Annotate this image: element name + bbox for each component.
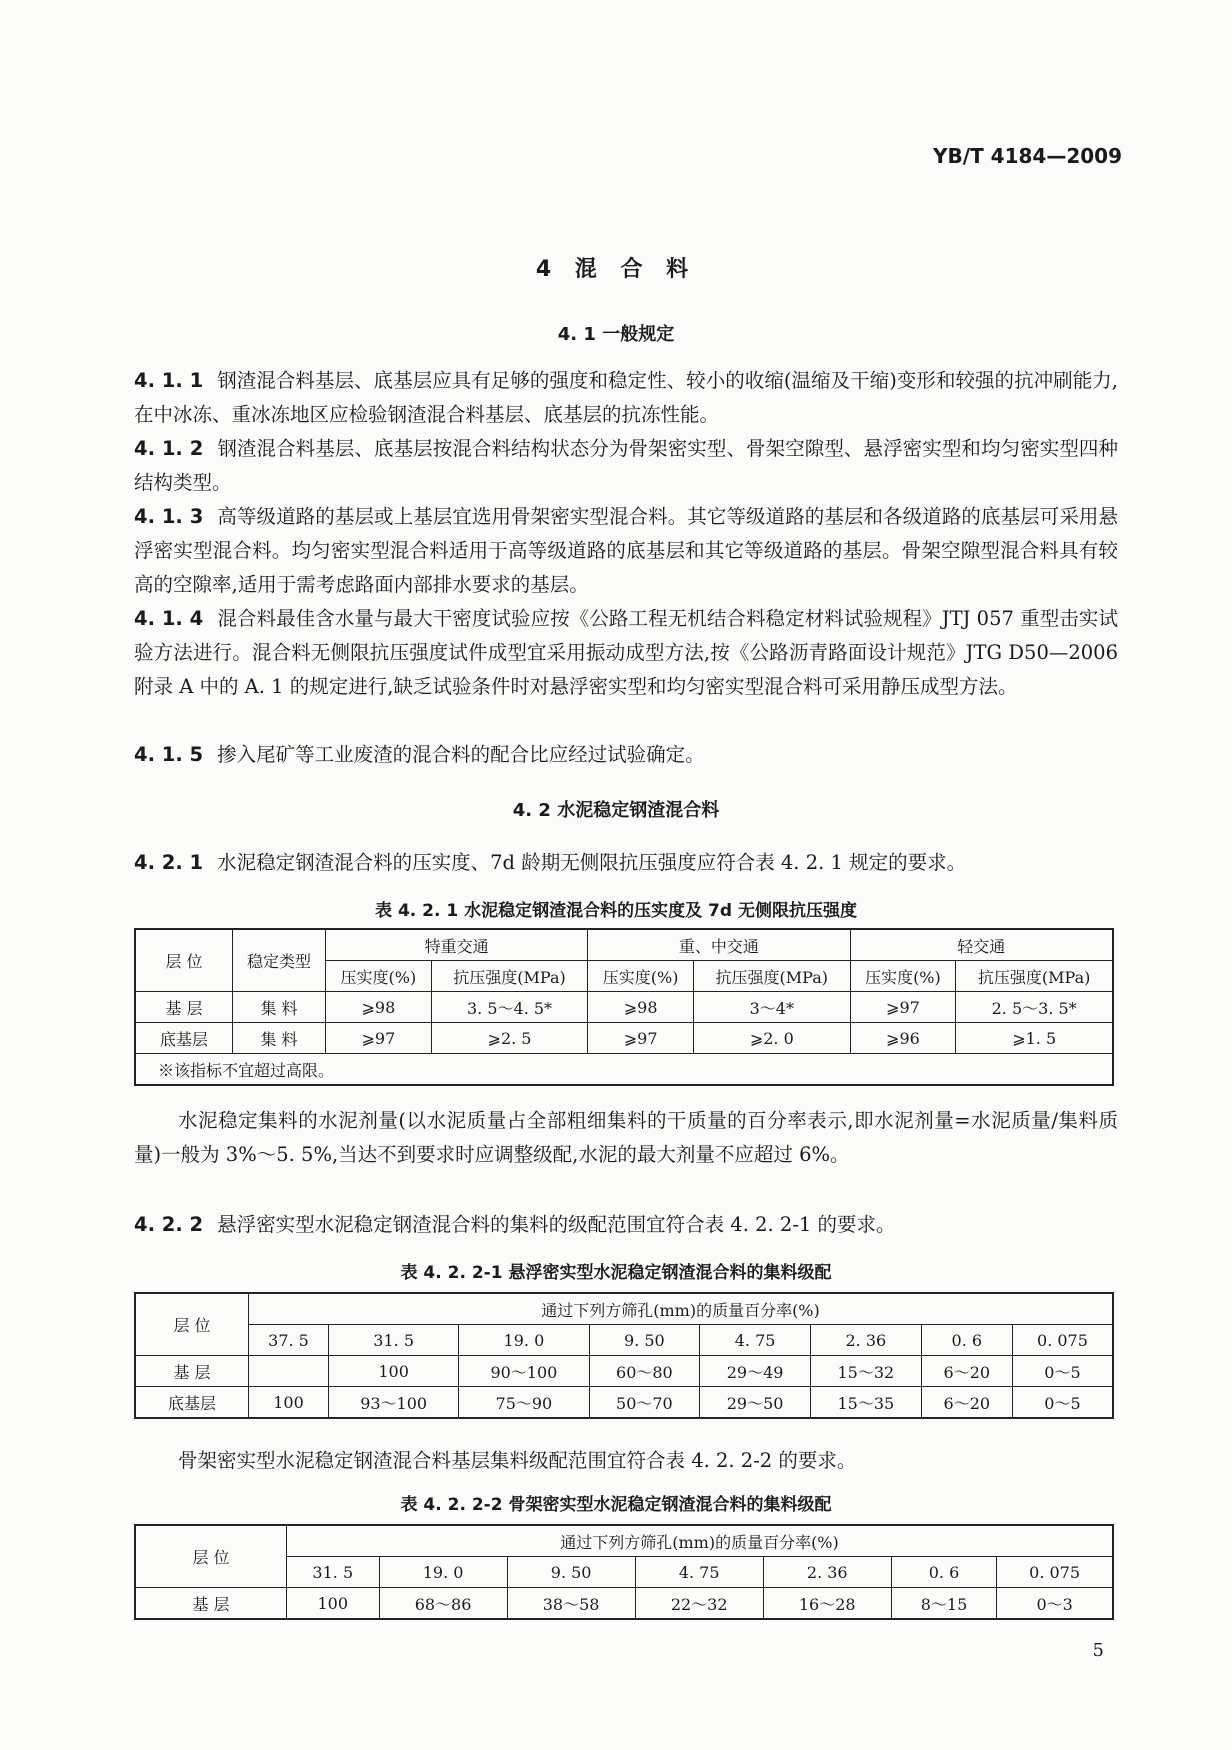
table-row — [135, 1023, 1113, 1054]
sieve-size: 9. 50 — [507, 1557, 635, 1588]
cell: 集 料 — [233, 1023, 326, 1054]
cell — [249, 1356, 329, 1387]
chapter-title: 4 混 合 料 — [535, 257, 697, 282]
header-pass: 通过下列方筛孔(mm)的质量百分率(%) — [287, 1525, 1114, 1557]
cell: ⩾97 — [850, 992, 956, 1023]
sieve-size: 37. 5 — [249, 1325, 329, 1356]
table-4-2-2-1 — [134, 1292, 1114, 1419]
cell: 16～28 — [763, 1588, 891, 1620]
cement-dosage-paragraph: 水泥稳定集料的水泥剂量(以水泥质量占全部粗细集料的干质量的百分率表示,即水泥剂量=水泥质量/集料质量)一般为 3%～5. 5%,当达不到要求时应调整级配,水泥的最大剂量不应超过 6%。 — [134, 1109, 1118, 1166]
header-type: 稳定类型 — [233, 929, 326, 992]
cell: 15～35 — [810, 1387, 921, 1419]
skeleton-paragraph: 骨架密实型水泥稳定钢渣混合料基层集料级配范围宜符合表 4. 2. 2-2 的要求。 — [178, 1449, 857, 1472]
cell: ⩾96 — [850, 1023, 956, 1054]
cell: 0～5 — [1012, 1387, 1113, 1419]
sieve-size: 9. 50 — [589, 1325, 700, 1356]
cell: 基 层 — [135, 992, 233, 1023]
clause-text: 钢渣混合料基层、底基层按混合料结构状态分为骨架密实型、骨架空隙型、悬浮密实型和均匀密实型四种结构类型。 — [134, 437, 1118, 494]
header-density: 压实度(%) — [850, 961, 956, 992]
cell: 6～20 — [921, 1387, 1012, 1419]
clause-4-2-2 — [134, 1208, 1118, 1242]
cell: 22～32 — [635, 1588, 763, 1620]
table-4-2-2-1-caption: 表 4. 2. 2-1 悬浮密实型水泥稳定钢渣混合料的集料级配 — [400, 1263, 832, 1283]
cell: 基 层 — [135, 1356, 249, 1387]
cell: ⩾98 — [588, 992, 694, 1023]
clause-4-1-4 — [134, 602, 1118, 704]
clause-text: 钢渣混合料基层、底基层应具有足够的强度和稳定性、较小的收缩(温缩及干缩)变形和较强的抗冲刷能力,在中冰冻、重冰冻地区应检验钢渣混合料基层、底基层的抗冻性能。 — [134, 369, 1118, 426]
header-pass: 通过下列方筛孔(mm)的质量百分率(%) — [249, 1293, 1114, 1325]
page-number: 5 — [1092, 1640, 1104, 1661]
header-density: 压实度(%) — [588, 961, 694, 992]
section-4-2-title: 4. 2 水泥稳定钢渣混合料 — [512, 800, 720, 821]
sieve-size: 4. 75 — [700, 1325, 811, 1356]
header-layer: 层 位 — [135, 929, 233, 992]
clause-4-1-1 — [134, 364, 1118, 432]
sieve-size: 0. 075 — [1012, 1325, 1113, 1356]
header-layer: 层 位 — [135, 1525, 287, 1588]
header-strength: 抗压强度(MPa) — [431, 961, 587, 992]
clause-number: 4. 1. 5 — [134, 743, 204, 766]
standard-code: YB/T 4184—2009 — [933, 144, 1122, 168]
cell: 15～32 — [810, 1356, 921, 1387]
cell: 38～58 — [507, 1588, 635, 1620]
cell: ⩾97 — [588, 1023, 694, 1054]
clause-number: 4. 2. 1 — [134, 851, 204, 874]
cell: 2. 5～3. 5* — [956, 992, 1113, 1023]
header-layer: 层 位 — [135, 1293, 249, 1356]
clause-text: 高等级道路的基层或上基层宜选用骨架密实型混合料。其它等级道路的基层和各级道路的底基层可采用悬浮密实型混合料。均匀密实型混合料适用于高等级道路的底基层和其它等级道路的基层。骨架空隙型混合料具有较高的空隙率,适用于需考虑路面内部排水要求的基层。 — [134, 505, 1118, 596]
cell: 8～15 — [891, 1588, 996, 1620]
cell: 集 料 — [233, 992, 326, 1023]
cell: 0～5 — [1012, 1356, 1113, 1387]
header-density: 压实度(%) — [326, 961, 432, 992]
sieve-size: 2. 36 — [810, 1325, 921, 1356]
header-group: 轻交通 — [850, 929, 1113, 961]
section-4-1-title: 4. 1 一般规定 — [557, 324, 675, 345]
clause-4-1-2 — [134, 432, 1118, 500]
clause-4-1-5 — [134, 738, 1118, 772]
cell: ⩾1. 5 — [956, 1023, 1113, 1054]
cell: 6～20 — [921, 1356, 1012, 1387]
header-strength: 抗压强度(MPa) — [694, 961, 850, 992]
table-row — [135, 1588, 1113, 1620]
cell: 3～4* — [694, 992, 850, 1023]
cell: ⩾97 — [326, 1023, 432, 1054]
cell: 底基层 — [135, 1387, 249, 1419]
cell: 50～70 — [589, 1387, 700, 1419]
sieve-size: 4. 75 — [635, 1557, 763, 1588]
cell: 90～100 — [459, 1356, 589, 1387]
clause-text: 掺入尾矿等工业废渣的混合料的配合比应经过试验确定。 — [217, 743, 705, 766]
cell: 75～90 — [459, 1387, 589, 1419]
cell: 29～49 — [700, 1356, 811, 1387]
table-4-2-2-2 — [134, 1524, 1114, 1620]
clause-text: 混合料最佳含水量与最大干密度试验应按《公路工程无机结合料稳定材料试验规程》JTJ 057 重型击实试验方法进行。混合料无侧限抗压强度试件成型宜采用振动成型方法,按《公路沥青路面设计规范》JTG D50—2006 附录 A 中的 A. 1 的规定进行,缺乏试验条件时对悬浮密实型和均匀密实型混合料可采用静压成型方法。 — [134, 607, 1118, 698]
cell: 68～86 — [379, 1588, 507, 1620]
clause-4-2-1 — [134, 846, 1118, 880]
clause-number: 4. 1. 4 — [134, 607, 204, 630]
cell: ⩾98 — [326, 992, 432, 1023]
clause-number: 4. 1. 2 — [134, 437, 204, 460]
header-group: 特重交通 — [326, 929, 588, 961]
sieve-size: 19. 0 — [379, 1557, 507, 1588]
cell: 0～3 — [997, 1588, 1113, 1620]
cell: ⩾2. 5 — [431, 1023, 587, 1054]
cell: 基 层 — [135, 1588, 287, 1620]
sieve-size: 0. 075 — [997, 1557, 1113, 1588]
table-note: ※该指标不宜超过高限。 — [135, 1054, 1113, 1086]
cell: 100 — [249, 1387, 329, 1419]
sieve-size: 0. 6 — [921, 1325, 1012, 1356]
sieve-size: 0. 6 — [891, 1557, 996, 1588]
cell: 60～80 — [589, 1356, 700, 1387]
clause-number: 4. 1. 1 — [134, 369, 204, 392]
table-4-2-2-2-caption: 表 4. 2. 2-2 骨架密实型水泥稳定钢渣混合料的集料级配 — [400, 1495, 832, 1515]
table-row — [135, 992, 1113, 1023]
table-4-2-1 — [134, 928, 1114, 1086]
cell: 29～50 — [700, 1387, 811, 1419]
table-4-2-1-caption: 表 4. 2. 1 水泥稳定钢渣混合料的压实度及 7d 无侧限抗压强度 — [375, 901, 857, 921]
header-strength: 抗压强度(MPa) — [956, 961, 1113, 992]
header-group: 重、中交通 — [588, 929, 850, 961]
table-row — [135, 1387, 1113, 1419]
clause-number: 4. 1. 3 — [134, 505, 204, 528]
clause-text: 水泥稳定钢渣混合料的压实度、7d 龄期无侧限抗压强度应符合表 4. 2. 1 规定的要求。 — [217, 851, 967, 874]
cell: 100 — [329, 1356, 459, 1387]
sieve-size: 2. 36 — [763, 1557, 891, 1588]
table-row — [135, 1356, 1113, 1387]
clause-text: 悬浮密实型水泥稳定钢渣混合料的集料的级配范围宜符合表 4. 2. 2-1 的要求。 — [217, 1213, 896, 1236]
cell: 93～100 — [329, 1387, 459, 1419]
sieve-size: 19. 0 — [459, 1325, 589, 1356]
cell: 底基层 — [135, 1023, 233, 1054]
sieve-size: 31. 5 — [329, 1325, 459, 1356]
cell: ⩾2. 0 — [694, 1023, 850, 1054]
cell: 3. 5～4. 5* — [431, 992, 587, 1023]
clause-number: 4. 2. 2 — [134, 1213, 204, 1236]
clause-4-1-3 — [134, 500, 1118, 602]
sieve-size: 31. 5 — [287, 1557, 380, 1588]
cell: 100 — [287, 1588, 380, 1620]
